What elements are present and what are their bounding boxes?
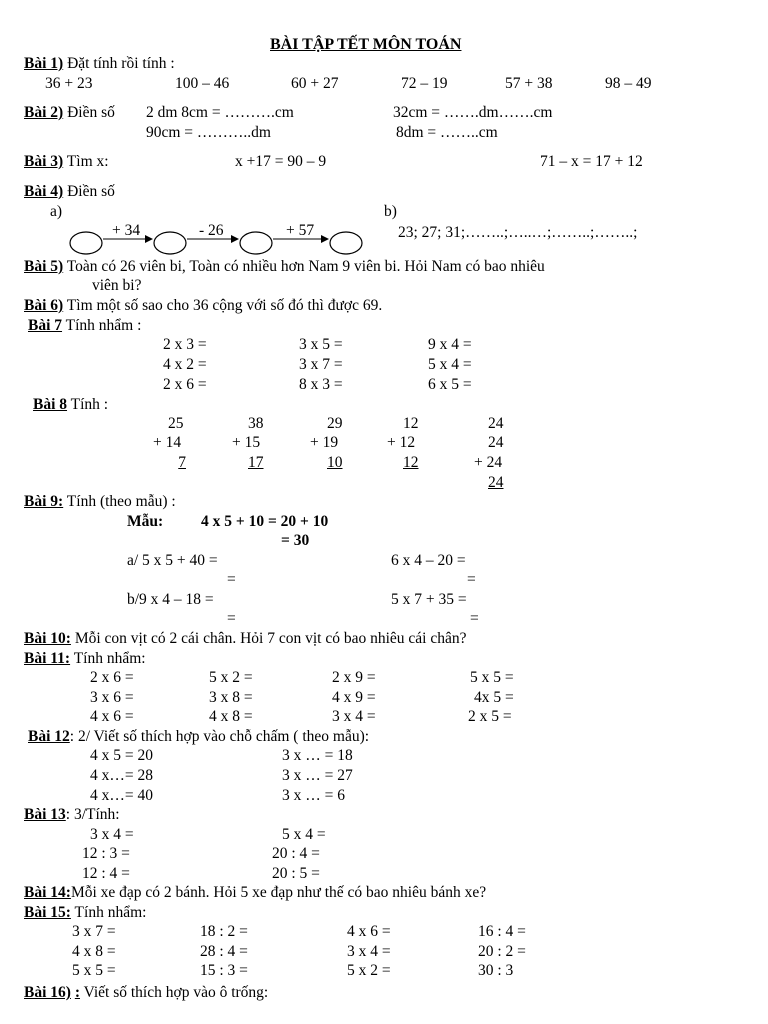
exercise-6-line: [24, 298, 382, 314]
example-expression: 4 x 5 + 10 = 20 + 10: [201, 513, 329, 530]
exercise-2-line: 90cm = ………..dm: [146, 124, 271, 141]
exercise-6-text: Tìm một số sao cho 36 cộng với số đó thì được 69.: [66, 297, 383, 314]
exercise-4-sequence: 23; 27; 31;……..;…..…;……..;……..;: [398, 224, 638, 241]
calc-item: 3 x 4 =: [90, 826, 134, 843]
calc-item: 8 x 3 =: [299, 376, 343, 393]
calc-item: 3 x 7 =: [299, 356, 343, 373]
exercise-13-label: Bài 13: [24, 806, 66, 823]
example-label: Mẫu:: [127, 513, 164, 530]
calc-item: 5 x 2 =: [209, 669, 253, 686]
empty-circle[interactable]: [330, 232, 362, 254]
column-addition-mid: + 14: [153, 434, 182, 451]
exercise-8-text: Tính :: [70, 396, 109, 413]
fill-item: 3 x … = 18: [282, 747, 353, 764]
exercise-4-part-a: a): [50, 203, 63, 220]
exercise-5-label: Bài 5): [24, 258, 64, 275]
calc-item: 3 x 6 =: [90, 689, 134, 706]
exercise-11-label: Bài 11:: [24, 650, 71, 667]
column-addition-top: 38: [248, 415, 264, 432]
calc-item: 16 : 4 =: [478, 923, 526, 940]
exercise-15-text: Tính nhẩm:: [74, 904, 147, 921]
exercise-8-label: Bài 8: [33, 396, 68, 413]
fill-item: 4 x…= 28: [90, 767, 153, 784]
operation-label: + 57: [286, 222, 315, 239]
exercise-15-heading: [24, 905, 146, 921]
calc-item: 4 x 9 =: [332, 689, 376, 706]
exercise-14-label: Bài 14:: [24, 884, 71, 901]
exercise-10-text: Mỗi con vịt có 2 cái chân. Hỏi 7 con vịt có bao nhiêu cái chân?: [74, 630, 467, 647]
exercise-16-label: Bài 16): [24, 984, 71, 1001]
exercise-9-step: =: [467, 571, 476, 588]
exercise-1-item: 100 – 46: [175, 75, 230, 92]
exercise-13-text: : 3/Tính:: [65, 806, 120, 823]
exercise-2-text: Điền số: [67, 104, 115, 121]
calc-item: 12 : 3 =: [82, 845, 130, 862]
exercise-14-text: Mỗi xe đạp có 2 bánh. Hỏi 5 xe đạp như thế có bao nhiêu bánh xe?: [70, 884, 487, 901]
exercise-4-part-b: b): [384, 203, 397, 220]
calc-item: 2 x 5 =: [468, 708, 512, 725]
empty-circle[interactable]: [154, 232, 186, 254]
column-addition-result: 17: [248, 454, 264, 471]
exercise-1-item: 60 + 27: [291, 75, 339, 92]
calc-item: 5 x 5 =: [470, 669, 514, 686]
exercise-4-text: Điền số: [67, 183, 115, 200]
empty-circle[interactable]: [70, 232, 102, 254]
fill-item: 4 x 5 = 20: [90, 747, 153, 764]
calc-item: 4 x 8 =: [72, 943, 116, 960]
calc-item: 2 x 6 =: [90, 669, 134, 686]
calc-item: 4 x 6 =: [347, 923, 391, 940]
exercise-11-heading: [24, 651, 146, 667]
column-addition-mid: + 24: [474, 454, 503, 471]
exercise-7-label: Bài 7: [28, 317, 63, 334]
column-addition-mid: + 15: [232, 434, 261, 451]
exercise-3-equation: x +17 = 90 – 9: [235, 153, 327, 170]
empty-circle[interactable]: [240, 232, 272, 254]
calc-item: 3 x 7 =: [72, 923, 116, 940]
exercise-7-text: Tính nhẩm :: [65, 317, 142, 334]
calc-item: 5 x 4 =: [428, 356, 472, 373]
exercise-9-step: =: [227, 571, 236, 588]
exercise-1-item: 72 – 19: [401, 75, 448, 92]
calc-item: 3 x 4 =: [347, 943, 391, 960]
exercise-3-text: Tìm x:: [66, 153, 109, 170]
exercise-9-item: b/9 x 4 – 18 =: [127, 591, 214, 608]
column-addition-result: 24: [488, 474, 504, 491]
fill-item: 3 x … = 6: [282, 787, 345, 804]
calc-item: 20 : 5 =: [272, 865, 320, 882]
calc-item: 12 : 4 =: [82, 865, 130, 882]
operation-label: + 34: [112, 222, 141, 239]
calc-item: 20 : 2 =: [478, 943, 526, 960]
exercise-5-line: [24, 259, 545, 275]
exercise-16-colon: :: [74, 984, 80, 1001]
calc-item: 2 x 9 =: [332, 669, 376, 686]
exercise-9-step: =: [470, 610, 479, 627]
exercise-8-heading: [33, 397, 108, 413]
column-addition-result: 7: [178, 454, 186, 471]
exercise-9-heading: [24, 494, 176, 510]
calc-item: 4 x 2 =: [163, 356, 207, 373]
exercise-2-line: 8dm = ……..cm: [396, 124, 498, 141]
calc-item: 15 : 3 =: [200, 962, 248, 979]
exercise-16-text: Viết số thích hợp vào ô trống:: [83, 984, 269, 1001]
exercise-7-heading: [28, 318, 141, 334]
calc-item: 3 x 5 =: [299, 336, 343, 353]
exercise-2-label: Bài 2): [24, 104, 64, 121]
exercise-16-heading: [24, 985, 268, 1001]
exercise-2-line: 32cm = …….dm…….cm: [393, 104, 553, 121]
calc-item: 20 : 4 =: [272, 845, 320, 862]
page-title: BÀI TẬP TẾT MÔN TOÁN: [270, 36, 462, 53]
exercise-9-text: Tính (theo mẫu) :: [66, 493, 176, 510]
calc-item: 4 x 6 =: [90, 708, 134, 725]
calc-item: 5 x 5 =: [72, 962, 116, 979]
calc-item: 5 x 2 =: [347, 962, 391, 979]
exercise-3-equation: 71 – x = 17 + 12: [540, 153, 643, 170]
exercise-9-item: 5 x 7 + 35 =: [391, 591, 467, 608]
calc-item: 18 : 2 =: [200, 923, 248, 940]
column-addition-top: 24: [488, 415, 504, 432]
exercise-9-item: a/ 5 x 5 + 40 =: [127, 552, 218, 569]
exercise-11-text: Tính nhẩm:: [73, 650, 146, 667]
exercise-13-heading: [24, 807, 120, 823]
column-addition-top: 25: [168, 415, 184, 432]
column-addition-result: 10: [327, 454, 343, 471]
exercise-6-label: Bài 6): [24, 297, 64, 314]
calc-item: 2 x 6 =: [163, 376, 207, 393]
column-addition-result: 12: [403, 454, 419, 471]
fill-item: 3 x … = 27: [282, 767, 353, 784]
operation-label: - 26: [199, 222, 224, 239]
exercise-1-label: Bài 1): [24, 55, 64, 72]
exercise-15-label: Bài 15:: [24, 904, 71, 921]
exercise-9-item: 6 x 4 – 20 =: [391, 552, 466, 569]
calc-item: 6 x 5 =: [428, 376, 472, 393]
exercise-5-text: Toàn có 26 viên bi, Toàn có nhiều hơn Nam 9 viên bi. Hỏi Nam có bao nhiêu: [66, 258, 545, 275]
calc-item: 30 : 3: [478, 962, 514, 979]
exercise-4-label: Bài 4): [24, 183, 64, 200]
column-addition-mid: + 19: [310, 434, 339, 451]
exercise-9-label: Bài 9:: [24, 493, 64, 510]
exercise-1-item: 98 – 49: [605, 75, 652, 92]
exercise-12-label: Bài 12: [28, 728, 70, 745]
column-addition-mid: + 12: [387, 434, 416, 451]
calc-item: 3 x 8 =: [209, 689, 253, 706]
example-result: = 30: [281, 532, 310, 549]
exercise-1-text: Đặt tính rồi tính :: [67, 55, 175, 72]
exercise-10-label: Bài 10:: [24, 630, 71, 647]
exercise-1-item: 57 + 38: [505, 75, 553, 92]
calc-item: 4x 5 =: [474, 689, 514, 706]
exercise-2-line: 2 dm 8cm = ……….cm: [146, 104, 294, 121]
calc-item: 28 : 4 =: [200, 943, 248, 960]
exercise-3-label: Bài 3): [24, 153, 64, 170]
column-addition-mid: 24: [488, 434, 504, 451]
column-addition-top: 12: [403, 415, 419, 432]
exercise-12-heading: [28, 729, 369, 745]
calc-item: 4 x 8 =: [209, 708, 253, 725]
exercise-5-text-cont: viên bi?: [92, 277, 142, 294]
exercise-12-text: : 2/ Viết số thích hợp vào chỗ chấm ( theo mẫu):: [69, 728, 370, 745]
calc-item: 2 x 3 =: [163, 336, 207, 353]
column-addition-top: 29: [327, 415, 343, 432]
exercise-9-step: =: [227, 610, 236, 627]
exercise-10-line: [24, 631, 467, 647]
exercise-14-line: [24, 885, 486, 901]
fill-item: 4 x…= 40: [90, 787, 153, 804]
calc-item: 9 x 4 =: [428, 336, 472, 353]
calc-item: 5 x 4 =: [282, 826, 326, 843]
calc-item: 3 x 4 =: [332, 708, 376, 725]
exercise-1-item: 36 + 23: [45, 75, 93, 92]
